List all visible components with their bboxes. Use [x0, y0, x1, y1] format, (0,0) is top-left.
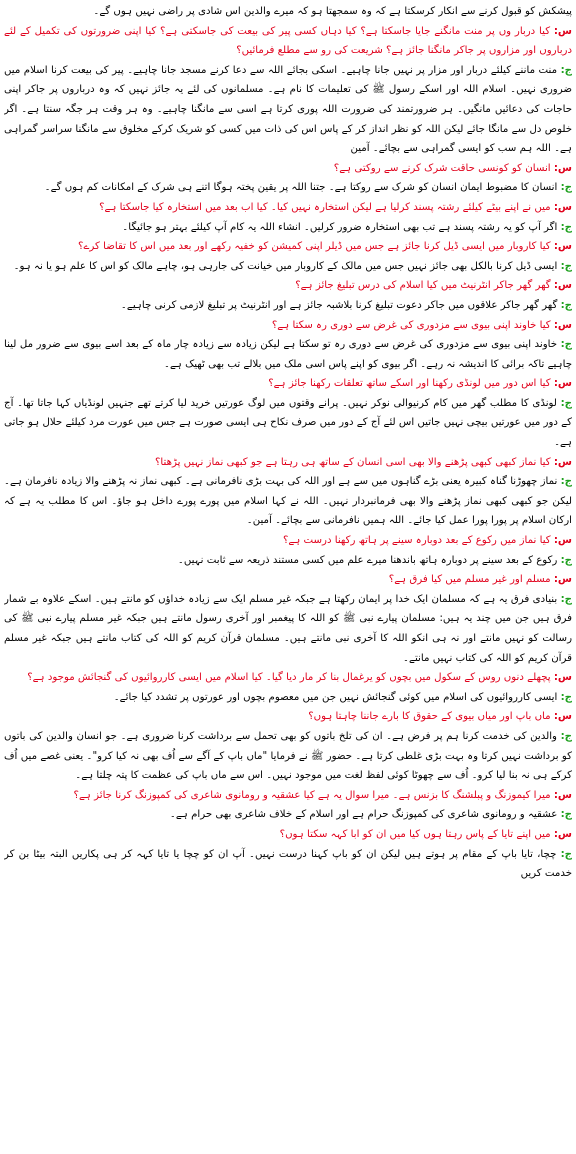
answer — [4, 296, 572, 316]
answer — [4, 218, 572, 238]
answer — [4, 551, 572, 571]
question-marker: س: — [553, 789, 572, 801]
question-text: کیا خاوند اپنی بیوی سے مزدوری کی غرض سے دوری رہ سکتا ہے؟ — [271, 319, 554, 331]
question — [4, 668, 572, 688]
answer-marker: ج: — [560, 730, 572, 742]
question-marker: س: — [553, 241, 572, 253]
answer-marker: ج: — [560, 299, 572, 311]
answer-text: لونڈی کا مطلب گھر میں کام کرنیوالی نوکر نہیں۔ پرانے وقتوں میں لوگ عورتیں خرید لیا کرتے تھے جنہیں لونڈیاں کہا جاتا تھا۔ آج کے دور میں عورتیں بیچی نہیں جاتیں اس لئے آج کے دور میں صرف نکاح ہی ایسی صورت ہے جس میں عورت مرد کیلئے حلال ہو جاتی ہے۔ — [4, 397, 572, 449]
answer-marker: ج: — [560, 554, 572, 566]
question — [4, 198, 572, 218]
question-marker: س: — [553, 319, 572, 331]
question-marker: س: — [553, 711, 572, 723]
question-text: کیا اس دور میں لونڈی رکھنا اور اسکے ساتھ تعلقات رکھنا جائز ہے؟ — [268, 378, 554, 390]
question-text: میں نے اپنے بیٹے کیلئے رشتہ پسند کرلیا ہے لیکن استخارہ نہیں کیا۔ کیا اب بعد میں استخارہ کیا جاسکتا ہے؟ — [99, 201, 554, 213]
answer-marker: ج: — [560, 339, 572, 351]
answer-text: منت ماننے کیلئے دربار اور مزار پر نہیں جانا چاہیے۔ اسکی بجائے اللہ سے دعا کرنے مسجد جانا چاہیے۔ پیر کی بیعت کرنا اسلام میں ضروری نہیں۔ اسلام اللہ اور اسکے رسول ﷺ کی تعلیمات کا نام ہے۔ مسلمانوں کی لئے یہ جائز نہیں کہ وہ درباروں پر جاکر اپنی حاجات کی دعائیں مانگیں۔ ہر ضرورتمند کی ضرورت اللہ پوری کرتا ہے اسی سے مانگنا چاہیے۔ وہ ہر وقت ہر جگہ سنتا ہے۔ اگر خلوص دل سے مانگا جائے لیکن اللہ کو نظر انداز کر کے پاس اس کی ذات میں کسی کو شریک کرکے مخلوق سے مانگنا سراسر گمراہی ہے۔ اللہ ہم سب کو ایسی گمراہی سے بچائے۔ آمین — [4, 64, 572, 155]
answer-marker: ج: — [560, 182, 572, 194]
question — [4, 316, 572, 336]
answer-text: اگر آپ کو یہ رشتہ پسند ہے تب بھی استخارہ ضرور کرلیں۔ انشاء اللہ یہ کام آپ کیلئے بہتر ہو جائیگا۔ — [122, 221, 561, 233]
answer-marker: ج: — [560, 260, 572, 272]
question — [4, 825, 572, 845]
answer-text: رکوع کے بعد سینے پر دوبارہ ہاتھ باندھنا میرے علم میں کسی مستند ذریعہ سے ثابت نہیں۔ — [177, 554, 561, 566]
question-marker: س: — [553, 378, 572, 390]
answer-marker: ج: — [560, 593, 572, 605]
answer-text: نماز چھوڑنا گناہ کبیرہ یعنی بڑے گناہوں میں سے ہے اور اللہ کی بہت بڑی نافرمانی ہے۔ کبھی نماز نہ پڑھنے والا زیادہ نافرمان ہے۔ لیکن جو کبھی کبھی نماز پڑھنے والا بھی فرمانبردار نہیں۔ اللہ نے کہا اسلام میں پورے پورے داخل ہو جاؤ۔ اس کا مطلب یہ ہے کہ ارکان اسلام پر پورا پورا عمل کیا جائے۔ اللہ ہمیں نافرمانی سے بچائے۔ آمین۔ — [4, 476, 572, 527]
answer — [4, 688, 572, 708]
question — [4, 374, 572, 394]
question — [4, 453, 572, 473]
answer-marker: ج: — [560, 476, 572, 488]
answer — [4, 472, 572, 531]
answer-text: ایسی کارروائیوں کی اسلام میں کوئی گنجائش نہیں جن میں معصوم بچوں اور عورتوں پر تشدد کیا جائے۔ — [113, 691, 561, 703]
question-text: گھر گھر جاکر انٹرنیٹ میں کیا اسلام کی درس تبلیغ جائز ہے؟ — [295, 280, 554, 292]
question — [4, 707, 572, 727]
answer-marker: ج: — [560, 221, 572, 233]
question — [4, 237, 572, 257]
question-marker: س: — [553, 280, 572, 292]
answer — [4, 178, 572, 198]
answer — [4, 845, 572, 884]
answer-text: انسان کا مضبوط ایمان انسان کو شرک سے روکتا ہے۔ جتنا اللہ پر یقین پختہ ہوگا اتنے ہی شرک کے امکانات کم ہوں گے۔ — [44, 182, 561, 194]
question-marker: س: — [553, 162, 572, 174]
question-text: میرا کیموزنگ و پبلشنگ کا بزنس ہے۔ میرا سوال یہ ہے کیا عشقیہ و رومانوی شاعری کی کمپوزنگ کرنا جائز ہے؟ — [73, 789, 554, 801]
answer-marker: ج: — [560, 64, 572, 76]
question — [4, 570, 572, 590]
question-text: کیا نماز کبھی کبھی پڑھنے والا بھی اسی انسان کے ساتھ ہی رہتا ہے جو کبھی نماز نہیں پڑھتا؟ — [155, 456, 554, 468]
question — [4, 531, 572, 551]
qa-list — [4, 22, 572, 884]
answer — [4, 805, 572, 825]
question — [4, 786, 572, 806]
answer-text: والدین کی خدمت کرنا ہم پر فرض ہے۔ ان کی تلخ باتوں کو بھی تحمل سے برداشت کرنا ضروری ہے۔ جو انسان والدین کی باتوں کو برداشت نہیں کرتا وہ بہت بڑی غلطی کرتا ہے۔ حضور ﷺ نے فرمایا "ماں باپ کے آگے سے اُف بھی نہ کیا کرو"۔ یعنی غصے میں اُف کرکے ہی نہ بنا لیا کرو۔ اُف سے چھوٹا کوئی لفظ لغت میں موجود نہیں۔ اس سے ماں باپ کی عظمت کا پتہ چلتا ہے۔ — [4, 730, 572, 782]
qa-document — [4, 2, 572, 1150]
intro-paragraph: پیشکش کو قبول کرنے سے انکار کرسکتا ہے کہ وہ سمجھتا ہو کہ میرے والدین اس شادی پر راضی نہیں ہوں گے۔ — [93, 6, 572, 17]
question-text: پچھلے دنوں روس کے سکول میں بچوں کو یرغمال بنا کر مار دیا گیا۔ کیا اسلام میں ایسی کارروائیوں کی گنجائش موجود ہے؟ — [27, 672, 554, 684]
answer — [4, 394, 572, 453]
question-marker: س: — [553, 672, 572, 684]
answer-marker: ج: — [560, 397, 572, 409]
answer — [4, 590, 572, 668]
answer-text: گھر گھر جاکر علاقوں میں جاکر دعوت تبلیغ کرنا بلاشبہ جائز ہے اور انٹرنیٹ پر تبلیغ لازمی کرنی چاہیے۔ — [120, 299, 561, 311]
question-marker: س: — [553, 25, 572, 37]
answer-text: چچا، تایا باپ کے مقام پر ہوتے ہیں لیکن ان کو باپ کہنا درست نہیں۔ آپ ان کو چچا یا تایا کہہ کر ہی پکاریں البتہ بیٹا بن کر خدمت کریں — [4, 848, 572, 880]
answer-marker: ج: — [560, 809, 572, 821]
answer-text: ایسی ڈیل کرنا بالکل بھی جائز نہیں جس میں مالک کے کاروبار میں خیانت کی جارہی ہو، چاہے مالک کو اس کا علم ہو یا نہ ہو۔ — [13, 260, 561, 272]
question — [4, 159, 572, 179]
question — [4, 22, 572, 61]
answer-text: بنیادی فرق یہ ہے کہ مسلمان ایک خدا پر ایمان رکھتا ہے جبکہ غیر مسلم ایک سے زیادہ خداؤں کو مانتے ہیں۔ اسکے علاوہ بے شمار فرق ہیں جن میں چند یہ ہیں: مسلمان پیارے نبی ﷺ کو اللہ کا پیغمبر اور آخری رسول مانتے ہیں جبکہ غیر مسلم پیارے نبی ﷺ کی رسالت کو نہیں مانتے اور نہ ہی انکو اللہ کا آخری نبی مانتے ہیں۔ مسلمان قرآن کریم کو اللہ کی کتاب مانتے ہیں جبکہ غیر مسلم قرآن کریم کو اللہ کی کتاب نہیں مانتے۔ — [4, 593, 572, 664]
question-text: ماں باپ اور میاں بیوی کے حقوق کا بارے جاننا چاہتا ہوں؟ — [308, 711, 554, 723]
question-text: کیا کاروبار میں ایسی ڈیل کرنا جائز ہے جس میں ڈیلر اپنی کمیشن کو خفیہ رکھے اور بعد میں اس کا تقاضا کرے؟ — [78, 241, 554, 253]
question-text: میں اپنے تایا کے پاس رہتا ہوں کیا میں ان کو ابا کہہ سکتا ہوں؟ — [279, 828, 554, 840]
question-marker: س: — [553, 201, 572, 213]
question-marker: س: — [553, 828, 572, 840]
question-marker: س: — [553, 574, 572, 586]
answer — [4, 257, 572, 277]
answer-text: عشقیہ و رومانوی شاعری کی کمپوزنگ حرام ہے اور اسلام کے خلاف شاعری بھی حرام ہے۔ — [169, 809, 561, 821]
question-text: کیا نماز میں رکوع کے بعد دوبارہ سینے پر ہاتھ رکھنا درست ہے؟ — [282, 535, 554, 547]
answer-marker: ج: — [560, 691, 572, 703]
answer-text: خاوند اپنی بیوی سے مزدوری کی غرض سے دوری رہ تو سکتا ہے لیکن زیادہ سے زیادہ چار ماہ کے بعد اسے بیوی سے ضرور مل لینا چاہیے تاکہ برائی کا اندیشہ نہ رہے۔ اگر بیوی کو اپنے پاس اسی ملک میں بلالے تب بھی ٹھیک ہے۔ — [4, 339, 572, 370]
answer — [4, 61, 572, 159]
question-text: انسان کو کونسی حاقت شرک کرنے سے روکتی ہے؟ — [333, 162, 554, 174]
question-marker: س: — [553, 456, 572, 468]
question-text: کیا دربار وں پر منت مانگنے جایا جاسکتا ہے؟ کیا دہاں کسی پیر کی بیعت کی جاسکتی ہے؟ کیا اپنی ضرورتوں کی تکمیل کے لئے درباروں اور مزاروں پر جاکر مانگنا جائز ہے؟ شریعت کی رو سے مطلع فرمائیں؟ — [4, 25, 572, 57]
answer — [4, 335, 572, 374]
answer — [4, 727, 572, 786]
question-text: مسلم اور غیر مسلم میں کیا فرق ہے؟ — [388, 574, 554, 586]
question-marker: س: — [553, 535, 572, 547]
answer-marker: ج: — [560, 848, 572, 860]
question — [4, 276, 572, 296]
